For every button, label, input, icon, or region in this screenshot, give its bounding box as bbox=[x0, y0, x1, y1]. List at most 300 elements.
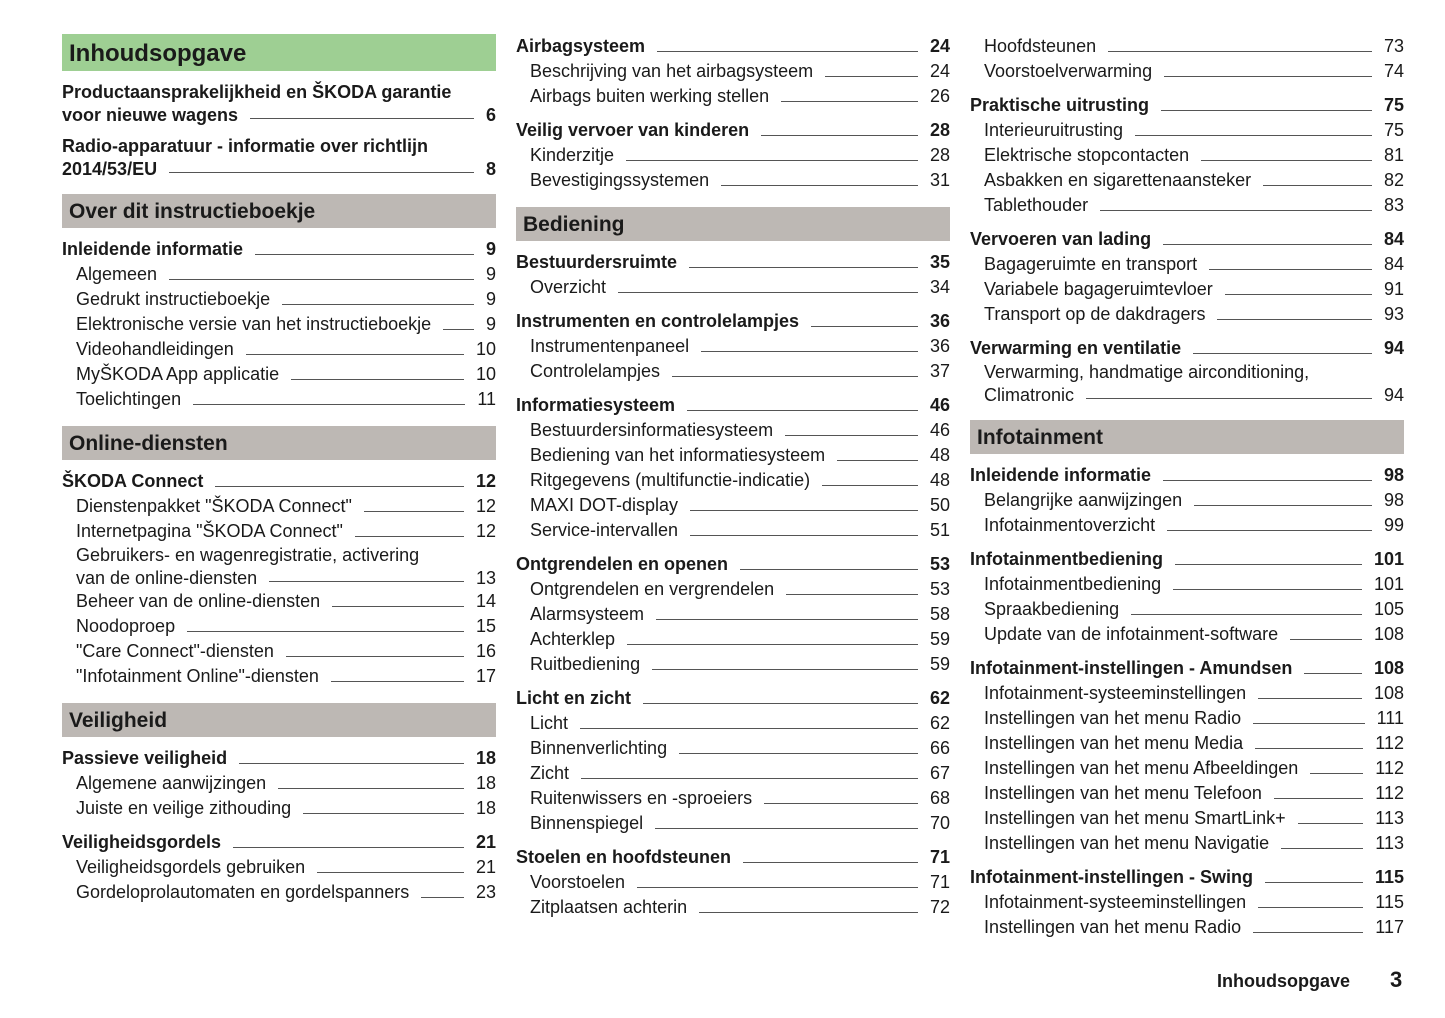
entry-row bbox=[516, 786, 950, 811]
entry-text: Voorstoelen bbox=[530, 872, 626, 892]
page-number: 98 bbox=[1383, 490, 1404, 510]
entry-row bbox=[62, 855, 496, 880]
dotted-leader bbox=[286, 656, 464, 657]
toc-subentry[interactable] bbox=[516, 811, 950, 836]
dotted-leader bbox=[627, 644, 918, 645]
dotted-leader bbox=[1263, 185, 1372, 186]
page-number: 66 bbox=[929, 738, 950, 758]
entry-text: Bagageruimte en transport bbox=[984, 254, 1198, 274]
dotted-leader bbox=[1274, 798, 1363, 799]
entry-row bbox=[516, 845, 950, 870]
toc-chapter-entry[interactable] bbox=[970, 865, 1404, 890]
page-number: 67 bbox=[929, 763, 950, 783]
dotted-leader bbox=[169, 279, 474, 280]
page-number: 24 bbox=[929, 61, 950, 81]
entry-row bbox=[62, 337, 496, 362]
entry-text: Gedrukt instructieboekje bbox=[76, 289, 271, 309]
page-number: 62 bbox=[929, 688, 950, 708]
toc-column-2 bbox=[516, 34, 950, 920]
toc-chapter-entry[interactable] bbox=[62, 81, 496, 126]
page-number: 18 bbox=[475, 798, 496, 818]
dotted-leader bbox=[278, 788, 464, 789]
entry-text: Ruitenwissers en -sproeiers bbox=[530, 788, 753, 808]
page-number: 53 bbox=[929, 554, 950, 574]
toc-subentry[interactable] bbox=[970, 706, 1404, 731]
dotted-leader bbox=[364, 511, 464, 512]
entry-text-line: Radio-apparatuur - informatie over richtlijn bbox=[62, 136, 429, 156]
entry-row bbox=[516, 468, 950, 493]
toc-subentry[interactable] bbox=[516, 652, 950, 677]
toc-column-3 bbox=[970, 34, 1404, 940]
page-number: 10 bbox=[475, 364, 496, 384]
entry-row bbox=[970, 572, 1404, 597]
entry-text: Infotainmentoverzicht bbox=[984, 515, 1156, 535]
dotted-leader bbox=[355, 536, 464, 537]
entry-text: Instrumentenpaneel bbox=[530, 336, 690, 356]
dotted-leader bbox=[837, 460, 918, 461]
toc-subentry[interactable] bbox=[970, 915, 1404, 940]
toc-chapter-entry[interactable] bbox=[516, 845, 950, 870]
entry-text: Ontgrendelen en vergrendelen bbox=[530, 579, 775, 599]
page-number: 31 bbox=[929, 170, 950, 190]
page-number: 46 bbox=[929, 395, 950, 415]
entry-text: Instellingen van het menu SmartLink+ bbox=[984, 808, 1286, 828]
entry-text: Inleidende informatie bbox=[62, 239, 244, 259]
page-number: 34 bbox=[929, 277, 950, 297]
entry-row bbox=[970, 193, 1404, 218]
toc-subentry[interactable] bbox=[516, 711, 950, 736]
toc-subentry[interactable] bbox=[62, 494, 496, 519]
page-number: 48 bbox=[929, 470, 950, 490]
toc-subentry[interactable] bbox=[62, 312, 496, 337]
toc-subentry[interactable] bbox=[970, 193, 1404, 218]
toc-subentry[interactable] bbox=[516, 275, 950, 300]
entry-text: Beheer van de online-diensten bbox=[76, 591, 321, 611]
entry-row bbox=[970, 831, 1404, 856]
page-number: 93 bbox=[1383, 304, 1404, 324]
entry-text: Bestuurdersruimte bbox=[516, 252, 678, 272]
page-number: 101 bbox=[1373, 549, 1404, 569]
page-number: 9 bbox=[485, 314, 496, 334]
toc-chapter-entry[interactable] bbox=[516, 686, 950, 711]
toc-subentry[interactable] bbox=[62, 362, 496, 387]
entry-text: Binnenverlichting bbox=[530, 738, 668, 758]
entry-text: Bevestigingssystemen bbox=[530, 170, 710, 190]
entry-row bbox=[516, 309, 950, 334]
page-number: 21 bbox=[475, 857, 496, 877]
entry-text: Vervoeren van lading bbox=[970, 229, 1152, 249]
dotted-leader bbox=[193, 404, 465, 405]
page-number: 94 bbox=[1383, 338, 1404, 358]
toc-subentry[interactable] bbox=[516, 359, 950, 384]
page-number: 108 bbox=[1373, 658, 1404, 678]
toc-subentry[interactable] bbox=[970, 731, 1404, 756]
entry-row bbox=[970, 597, 1404, 622]
dotted-leader bbox=[785, 435, 918, 436]
entry-text: "Care Connect"-diensten bbox=[76, 641, 274, 661]
entry-row bbox=[62, 237, 496, 262]
page-number: 75 bbox=[1383, 95, 1404, 115]
section-header: Over dit instructieboekje bbox=[62, 194, 496, 228]
entry-row bbox=[516, 393, 950, 418]
toc-group bbox=[970, 656, 1404, 856]
entry-text: Gordeloprolautomaten en gordelspanners bbox=[76, 882, 410, 902]
entry-row bbox=[970, 118, 1404, 143]
toc-chapter-entry[interactable] bbox=[970, 93, 1404, 118]
dotted-leader bbox=[1217, 319, 1372, 320]
page-number: 101 bbox=[1373, 574, 1404, 594]
entry-row bbox=[62, 880, 496, 905]
entry-row bbox=[516, 811, 950, 836]
dotted-leader bbox=[331, 681, 464, 682]
dotted-leader bbox=[1175, 564, 1362, 565]
entry-text: Videohandleidingen bbox=[76, 339, 234, 359]
page-number: 12 bbox=[475, 471, 496, 491]
entry-row bbox=[516, 627, 950, 652]
entry-text: Veilig vervoer van kinderen bbox=[516, 120, 750, 140]
toc-subentry[interactable] bbox=[970, 572, 1404, 597]
page-number: 51 bbox=[929, 520, 950, 540]
dotted-leader bbox=[269, 581, 464, 582]
page-number: 24 bbox=[929, 36, 950, 56]
entry-text: Ritgegevens (multifunctie-indicatie) bbox=[530, 470, 811, 490]
entry-text: Infotainmentbediening bbox=[970, 549, 1163, 569]
toc-subentry[interactable] bbox=[970, 890, 1404, 915]
entry-row bbox=[62, 589, 496, 614]
toc-subentry[interactable] bbox=[970, 361, 1404, 406]
entry-row bbox=[970, 731, 1404, 756]
entry-text: Toelichtingen bbox=[76, 389, 182, 409]
dotted-leader bbox=[1310, 773, 1363, 774]
entry-text-line: Gebruikers- en wagenregistratie, activering bbox=[76, 545, 420, 565]
dotted-leader bbox=[679, 753, 918, 754]
toc-subentry[interactable] bbox=[516, 493, 950, 518]
entry-text: Bestuurdersinformatiesysteem bbox=[530, 420, 774, 440]
section-header: Bediening bbox=[516, 207, 950, 241]
entry-text: MyŠKODA App applicatie bbox=[76, 364, 280, 384]
entry-text: Airbagsysteem bbox=[516, 36, 646, 56]
toc-chapter-entry[interactable] bbox=[970, 336, 1404, 361]
dotted-leader bbox=[699, 912, 918, 913]
toc-subentry[interactable] bbox=[970, 118, 1404, 143]
entry-text: Instellingen van het menu Afbeeldingen bbox=[984, 758, 1299, 778]
toc-subentry[interactable] bbox=[516, 761, 950, 786]
entry-row bbox=[516, 711, 950, 736]
entry-text: Praktische uitrusting bbox=[970, 95, 1150, 115]
dotted-leader bbox=[687, 410, 918, 411]
toc-subentry[interactable] bbox=[62, 771, 496, 796]
entry-row bbox=[62, 312, 496, 337]
page-title: Inhoudsopgave bbox=[62, 34, 496, 71]
entry-text: Update van de infotainment-software bbox=[984, 624, 1279, 644]
toc-subentry[interactable] bbox=[516, 736, 950, 761]
toc-group bbox=[970, 336, 1404, 406]
entry-text: ŠKODA Connect bbox=[62, 471, 204, 491]
entry-text: Instellingen van het menu Radio bbox=[984, 708, 1242, 728]
toc-group bbox=[516, 686, 950, 836]
entry-text: Instellingen van het menu Telefoon bbox=[984, 783, 1262, 803]
toc-subentry[interactable] bbox=[62, 589, 496, 614]
entry-text: Service-intervallen bbox=[530, 520, 679, 540]
toc-subentry[interactable] bbox=[62, 639, 496, 664]
page-number: 59 bbox=[929, 629, 950, 649]
toc-subentry[interactable] bbox=[970, 781, 1404, 806]
toc-subentry[interactable] bbox=[970, 143, 1404, 168]
toc-chapter-entry[interactable] bbox=[62, 469, 496, 494]
entry-row bbox=[62, 104, 496, 126]
dotted-leader bbox=[1253, 723, 1364, 724]
toc-subentry[interactable] bbox=[970, 302, 1404, 327]
toc-group bbox=[516, 309, 950, 384]
toc-subentry[interactable] bbox=[970, 622, 1404, 647]
dotted-leader bbox=[761, 135, 918, 136]
page-number: 48 bbox=[929, 445, 950, 465]
page-number: 74 bbox=[1383, 61, 1404, 81]
dotted-leader bbox=[643, 703, 918, 704]
page-number: 12 bbox=[475, 496, 496, 516]
entry-row bbox=[62, 567, 496, 589]
toc-subentry[interactable] bbox=[516, 870, 950, 895]
toc-group bbox=[516, 34, 950, 109]
toc-subentry[interactable] bbox=[970, 168, 1404, 193]
toc-subentry[interactable] bbox=[516, 786, 950, 811]
entry-text: Voorstoelverwarming bbox=[984, 61, 1153, 81]
page-number: 23 bbox=[475, 882, 496, 902]
toc-subentry[interactable] bbox=[970, 756, 1404, 781]
dotted-leader bbox=[657, 51, 918, 52]
dotted-leader bbox=[1193, 353, 1372, 354]
toc-subentry[interactable] bbox=[62, 796, 496, 821]
toc-subentry[interactable] bbox=[516, 418, 950, 443]
page-number: 26 bbox=[929, 86, 950, 106]
dotted-leader bbox=[618, 292, 918, 293]
entry-text: Ontgrendelen en openen bbox=[516, 554, 729, 574]
entry-text: Elektronische versie van het instructieboekje bbox=[76, 314, 432, 334]
entry-row bbox=[970, 488, 1404, 513]
page-number: 9 bbox=[485, 239, 496, 259]
entry-text: Airbags buiten werking stellen bbox=[530, 86, 770, 106]
toc-subentry[interactable] bbox=[516, 468, 950, 493]
entry-row bbox=[516, 870, 950, 895]
page-number: 81 bbox=[1383, 145, 1404, 165]
toc-subentry[interactable] bbox=[62, 855, 496, 880]
page-number: 113 bbox=[1375, 833, 1404, 853]
toc-subentry[interactable] bbox=[516, 143, 950, 168]
entry-text: Instellingen van het menu Media bbox=[984, 733, 1244, 753]
dotted-leader bbox=[1265, 882, 1363, 883]
toc-chapter-entry[interactable] bbox=[516, 393, 950, 418]
section-header: Infotainment bbox=[970, 420, 1404, 454]
entry-row bbox=[516, 602, 950, 627]
toc-chapter-entry[interactable] bbox=[970, 547, 1404, 572]
page-number: 15 bbox=[475, 616, 496, 636]
entry-row bbox=[516, 118, 950, 143]
entry-text: Inleidende informatie bbox=[970, 465, 1152, 485]
toc-subentry[interactable] bbox=[516, 895, 950, 920]
dotted-leader bbox=[690, 510, 918, 511]
page-number: 21 bbox=[475, 832, 496, 852]
toc-subentry[interactable] bbox=[62, 614, 496, 639]
toc-subentry[interactable] bbox=[970, 252, 1404, 277]
entry-text: voor nieuwe wagens bbox=[62, 105, 239, 125]
dotted-leader bbox=[1290, 639, 1362, 640]
toc-subentry[interactable] bbox=[62, 664, 496, 689]
toc-group bbox=[970, 463, 1404, 538]
page-number: 12 bbox=[475, 521, 496, 541]
entry-row bbox=[62, 639, 496, 664]
toc-chapter-entry[interactable] bbox=[62, 135, 496, 180]
toc-chapter-entry[interactable] bbox=[970, 227, 1404, 252]
toc-group bbox=[970, 227, 1404, 327]
entry-text: van de online-diensten bbox=[76, 568, 258, 588]
toc-chapter-entry[interactable] bbox=[62, 237, 496, 262]
dotted-leader bbox=[233, 847, 464, 848]
entry-row bbox=[970, 34, 1404, 59]
page-number: 53 bbox=[929, 579, 950, 599]
entry-row bbox=[516, 577, 950, 602]
toc-group bbox=[62, 135, 496, 180]
page-number: 82 bbox=[1383, 170, 1404, 190]
entry-row bbox=[62, 746, 496, 771]
toc-chapter-entry[interactable] bbox=[970, 656, 1404, 681]
toc-chapter-entry[interactable] bbox=[516, 552, 950, 577]
page-number: 28 bbox=[929, 145, 950, 165]
entry-row bbox=[970, 890, 1404, 915]
entry-row bbox=[970, 59, 1404, 84]
entry-row bbox=[970, 547, 1404, 572]
entry-row bbox=[62, 771, 496, 796]
dotted-leader bbox=[1225, 294, 1372, 295]
entry-row bbox=[516, 895, 950, 920]
toc-subentry[interactable] bbox=[516, 334, 950, 359]
toc-subentry[interactable] bbox=[516, 577, 950, 602]
page-number: 75 bbox=[1383, 120, 1404, 140]
footer-section-title: Inhoudsopgave bbox=[1217, 971, 1351, 991]
toc-subentry[interactable] bbox=[62, 337, 496, 362]
toc-subentry[interactable] bbox=[970, 513, 1404, 538]
entry-text: Beschrijving van het airbagsysteem bbox=[530, 61, 814, 81]
page-number: 37 bbox=[929, 361, 950, 381]
toc-subentry[interactable] bbox=[516, 627, 950, 652]
toc-subentry[interactable] bbox=[62, 287, 496, 312]
page-number: 111 bbox=[1376, 708, 1404, 728]
entry-text: Veiligheidsgordels gebruiken bbox=[76, 857, 306, 877]
toc-subentry[interactable] bbox=[970, 277, 1404, 302]
toc-subentry[interactable] bbox=[62, 262, 496, 287]
toc-group bbox=[516, 250, 950, 300]
entry-row bbox=[970, 252, 1404, 277]
toc-chapter-entry[interactable] bbox=[62, 746, 496, 771]
toc-subentry[interactable] bbox=[62, 544, 496, 589]
dotted-leader bbox=[1100, 210, 1372, 211]
toc-subentry[interactable] bbox=[516, 84, 950, 109]
entry-row bbox=[62, 158, 496, 180]
dotted-leader bbox=[421, 897, 464, 898]
toc-chapter-entry[interactable] bbox=[970, 463, 1404, 488]
entry-row bbox=[970, 706, 1404, 731]
entry-row bbox=[516, 686, 950, 711]
entry-row bbox=[516, 443, 950, 468]
page-number: 73 bbox=[1383, 36, 1404, 56]
toc-subentry[interactable] bbox=[62, 519, 496, 544]
dotted-leader bbox=[1258, 698, 1362, 699]
entry-text: Hoofdsteunen bbox=[984, 36, 1097, 56]
page-number: 13 bbox=[475, 568, 496, 588]
page-number: 113 bbox=[1375, 808, 1404, 828]
entry-row bbox=[516, 418, 950, 443]
entry-text: Infotainment-instellingen - Amundsen bbox=[970, 658, 1293, 678]
entry-text: "Infotainment Online"-diensten bbox=[76, 666, 319, 686]
toc-subentry[interactable] bbox=[516, 518, 950, 543]
entry-row bbox=[62, 262, 496, 287]
entry-row bbox=[970, 302, 1404, 327]
entry-row bbox=[62, 664, 496, 689]
toc-subentry[interactable] bbox=[970, 488, 1404, 513]
dotted-leader bbox=[1161, 110, 1372, 111]
dotted-leader bbox=[1163, 244, 1372, 245]
page-number: 98 bbox=[1383, 465, 1404, 485]
dotted-leader bbox=[332, 606, 464, 607]
toc-chapter-entry[interactable] bbox=[516, 34, 950, 59]
footer-page-number: 3 bbox=[1390, 967, 1403, 992]
toc-subentry[interactable] bbox=[516, 59, 950, 84]
entry-text: Licht en zicht bbox=[516, 688, 632, 708]
toc-subentry[interactable] bbox=[970, 831, 1404, 856]
page-number: 36 bbox=[929, 311, 950, 331]
dotted-leader bbox=[637, 887, 918, 888]
toc-subentry[interactable] bbox=[516, 602, 950, 627]
toc-subentry[interactable] bbox=[970, 681, 1404, 706]
toc-subentry[interactable] bbox=[970, 597, 1404, 622]
entry-text: Instellingen van het menu Radio bbox=[984, 917, 1242, 937]
toc-subentry[interactable] bbox=[970, 34, 1404, 59]
toc-subentry[interactable] bbox=[516, 443, 950, 468]
entry-text: MAXI DOT-display bbox=[530, 495, 679, 515]
toc-chapter-entry[interactable] bbox=[516, 309, 950, 334]
entry-row bbox=[970, 622, 1404, 647]
dotted-leader bbox=[1173, 589, 1362, 590]
entry-row bbox=[62, 287, 496, 312]
toc-chapter-entry[interactable] bbox=[516, 118, 950, 143]
toc-subentry[interactable] bbox=[62, 387, 496, 412]
page-number: 17 bbox=[475, 666, 496, 686]
toc-subentry[interactable] bbox=[970, 806, 1404, 831]
dotted-leader bbox=[690, 535, 918, 536]
dotted-leader bbox=[581, 778, 918, 779]
page-number: 115 bbox=[1374, 867, 1404, 887]
page-number: 46 bbox=[929, 420, 950, 440]
page-number: 99 bbox=[1383, 515, 1404, 535]
entry-row bbox=[970, 513, 1404, 538]
entry-text: Zitplaatsen achterin bbox=[530, 897, 688, 917]
toc-subentry[interactable] bbox=[62, 880, 496, 905]
dotted-leader bbox=[1131, 614, 1362, 615]
entry-row bbox=[62, 796, 496, 821]
page-number: 10 bbox=[475, 339, 496, 359]
entry-row bbox=[970, 756, 1404, 781]
dotted-leader bbox=[1255, 748, 1363, 749]
toc-chapter-entry[interactable] bbox=[516, 250, 950, 275]
toc-chapter-entry[interactable] bbox=[62, 830, 496, 855]
entry-text: Alarmsysteem bbox=[530, 604, 645, 624]
dotted-leader bbox=[291, 379, 464, 380]
dotted-leader bbox=[825, 76, 918, 77]
dotted-leader bbox=[1135, 135, 1372, 136]
entry-row bbox=[516, 736, 950, 761]
entry-text: Belangrijke aanwijzingen bbox=[984, 490, 1183, 510]
toc-subentry[interactable] bbox=[970, 59, 1404, 84]
toc-subentry[interactable] bbox=[516, 168, 950, 193]
